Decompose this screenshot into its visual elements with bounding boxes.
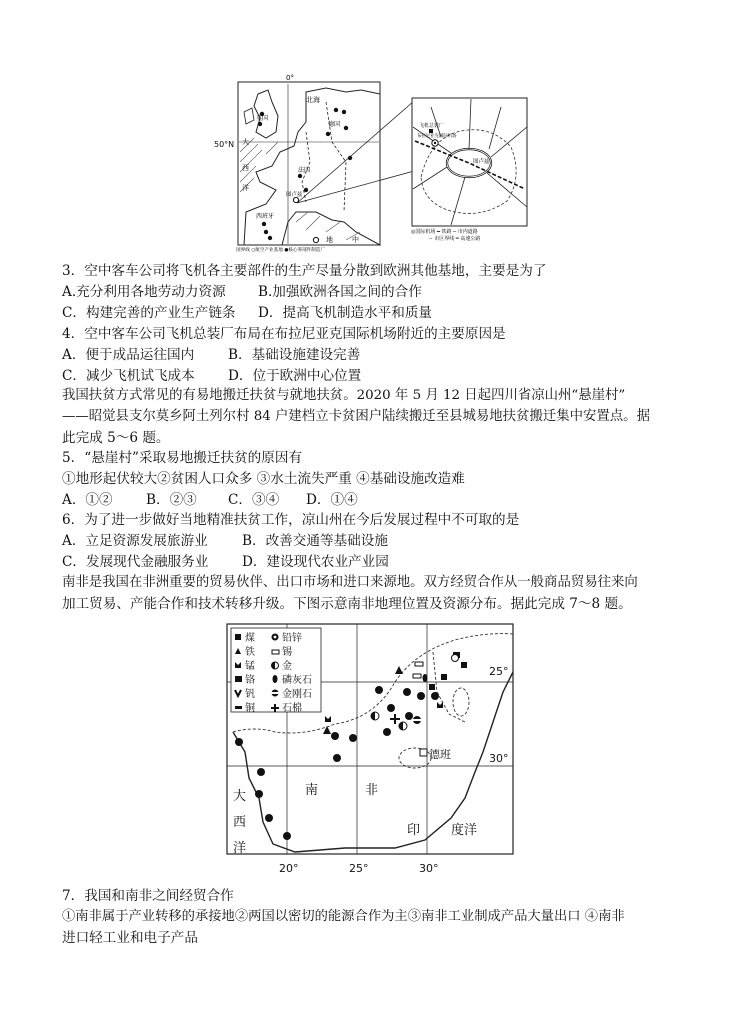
inset-label-airport: 布拉尼亚克国际机场	[417, 134, 457, 139]
map-label-atlantic-b: 西	[233, 815, 247, 830]
map-label-ocean-a: 大	[242, 138, 249, 146]
q3-options-row1	[62, 283, 422, 301]
q7-items-line1: ①南非属于产业转移的承接地②两国以密切的能源合作为主③南非工业制成产品大量出口 ④南非	[62, 909, 625, 924]
q5-items: ①地形起伏较大②贫困人口众多 ③水土流失严重 ④基础设施改造难	[62, 471, 465, 487]
q6-option-b[interactable]: B．改善交通等基础设施	[242, 533, 388, 549]
legend-copper: 铜	[245, 703, 255, 714]
q3-stem: 3．空中客车公司将飞机各主要部件的生产尽量分散到欧洲其他基地，主要是为了	[62, 263, 547, 279]
inset-label-factory: 飞机总装厂	[419, 123, 445, 129]
map-label-france: 法国	[298, 167, 311, 174]
map-label-country-a: 南	[305, 783, 319, 798]
q6-option-c[interactable]: C．发展现代金融服务业	[62, 554, 209, 570]
legend-asbestos: 石棉	[282, 703, 302, 714]
map-label-ocean-b: 西	[242, 164, 249, 172]
map-label-country-b: 非	[365, 783, 379, 798]
q5-option-d[interactable]: D．①④	[306, 492, 358, 508]
passage2-line1: 我国扶贫方式常见的有易地搬迁扶贫与就地扶贫。2020 年 5 月 12 日起四川省凉山州“悬崖村”	[62, 388, 626, 403]
map-label-sea-med-a: 地	[326, 236, 333, 244]
q5-option-b[interactable]: B．②③	[146, 492, 197, 508]
passage2-line3: 此完成 5～6 题。	[62, 430, 170, 446]
legend-coal: 煤	[245, 633, 255, 644]
map-label-lon-25: 25°	[349, 862, 369, 875]
map-label-lat-30: 30°	[489, 752, 509, 765]
q5-stem: 5．“悬崖村”采取易地搬迁扶贫的原因有	[62, 450, 303, 466]
q7-stem: 7．我国和南非之间经贸合作	[62, 888, 234, 904]
map-legend-europe: 国界线 ○航空产业基地 ●核心零部件制造厂	[236, 248, 326, 252]
q7-items-line2: 进口轻工业和电子产品	[62, 930, 198, 946]
map-label-uk: 英国	[256, 115, 269, 122]
q3-options-row2	[62, 304, 432, 322]
map-label-lon-30: 30°	[419, 862, 439, 875]
q3-option-a[interactable]: A.充分利用各地劳动力资源	[62, 284, 226, 300]
passage3-line2: 加工贸易、产能合作和技术转移升级。下图示意南非地理位置及资源分布。据此完成 7～8 题。	[62, 596, 632, 612]
map-label-atlantic-a: 大	[233, 789, 247, 804]
legend-diamond: 金刚石	[282, 689, 312, 700]
map-label-50n: 50°N	[214, 140, 235, 149]
legend-tin: 锡	[282, 647, 292, 658]
map-connector	[296, 95, 416, 207]
legend-gold: 金	[282, 661, 292, 672]
passage3-line1: 南非是我国在非洲重要的贸易伙伴、出口市场和进口来源地。双方经贸合作从一般商品贸易往来向	[62, 575, 638, 590]
legend-manganese: 锰	[245, 661, 255, 672]
q6-option-a[interactable]: A．立足资源发展旅游业	[62, 533, 208, 549]
q4-stem: 4．空中客车公司飞机总装厂布局在布拉尼亚克国际机场附近的主要原因是	[62, 326, 506, 342]
map-label-spain: 西班牙	[256, 213, 275, 220]
map-label-ocean-c: 洋	[242, 184, 249, 192]
q4-options-row1	[62, 346, 360, 364]
q5-option-a[interactable]: A．①②	[62, 492, 113, 508]
map-label-durban: 德班	[429, 748, 451, 761]
toulouse-inset-map	[411, 97, 529, 242]
map-label-indian-ocean-a: 印	[407, 823, 421, 838]
q3-option-c[interactable]: C．构建完善的产业生产链条	[62, 305, 236, 321]
legend-vanadium: 钒	[245, 689, 255, 700]
map-label-lat-25: 25°	[489, 665, 509, 678]
legend-chromium: 铬	[245, 675, 255, 686]
legend-phosphate: 磷灰石	[282, 675, 312, 686]
q3-option-b[interactable]: B.加强欧洲各国之间的合作	[258, 284, 422, 300]
map-label-0deg: 0°	[286, 74, 294, 82]
map-label-lon-20: 20°	[279, 862, 299, 875]
map-label-sea-med-b: 中	[352, 236, 359, 244]
q6-stem: 6．为了进一步做好当地精准扶贫工作，凉山州在今后发展过程中不可取的是	[62, 512, 520, 528]
map-label-indian-ocean-b: 度洋	[451, 823, 478, 838]
passage2-line2: ——昭觉县支尔莫乡阿土列尔村 84 户建档立卡贫困户陆续搬迁至县城易地扶贫搬迁集中安置点。据	[62, 409, 650, 424]
q4-option-d[interactable]: D．位于欧洲中心位置	[228, 368, 362, 384]
map-label-atlantic-c: 洋	[233, 841, 247, 856]
q4-option-b[interactable]: B．基础设施建设完善	[228, 347, 361, 363]
map-label-sea-north: 北海	[306, 96, 320, 104]
q6-options-row2	[62, 553, 389, 571]
q4-option-a[interactable]: A．便于成品运往国内	[62, 347, 195, 363]
q3-option-d[interactable]: D．提高飞机制造水平和质量	[258, 305, 433, 321]
south-africa-map	[225, 622, 517, 880]
legend-iron: 铁	[245, 647, 255, 658]
q4-option-c[interactable]: C．减少飞机试飞成本	[62, 368, 195, 384]
inset-label-city: 图卢兹	[473, 159, 490, 165]
inset-legend-row2: -- 市区界线 ═ 高速公路	[429, 236, 481, 242]
q5-option-c[interactable]: C．③④	[228, 492, 280, 508]
map-label-germany: 德国	[328, 121, 341, 128]
q6-option-d[interactable]: D．建设现代农业产业园	[242, 554, 389, 570]
q4-options-row2	[62, 367, 361, 385]
inset-legend-row1: ◎国际机场 ━ 铁路 ─ 市内道路	[411, 229, 478, 235]
legend-leadzinc: 铅锌	[282, 633, 302, 644]
q5-options	[62, 491, 358, 509]
map-label-toulouse: 图卢兹	[286, 192, 303, 198]
q6-options-row1	[62, 532, 388, 550]
